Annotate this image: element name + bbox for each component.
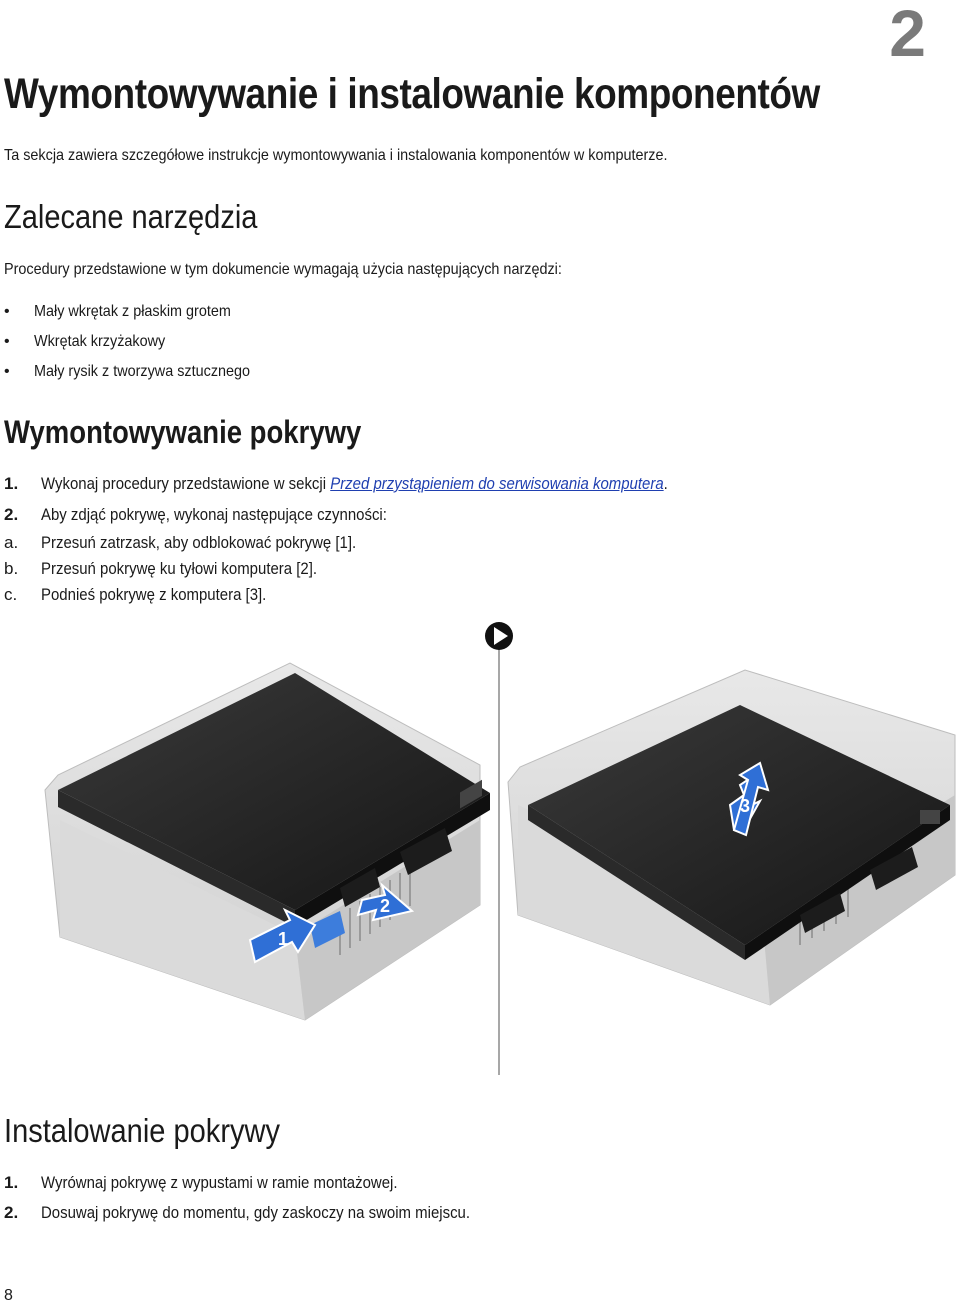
substep-letter: a.: [4, 533, 19, 552]
section-heading-tools: Zalecane narzędzia: [4, 198, 258, 235]
step-text: Aby zdjąć pokrywę, wykonaj następujące czynności:: [41, 505, 387, 524]
bullet-icon: •: [4, 363, 10, 380]
list-item-text: Wkrętak krzyżakowy: [34, 333, 166, 350]
step-text: Dosuwaj pokrywę do momentu, gdy zaskoczy na swoim miejscu.: [41, 1203, 471, 1222]
intro-paragraph: Ta sekcja zawiera szczegółowe instrukcje wymontowywania i instalowania komponentów w komputerze.: [4, 147, 668, 164]
list-item-text: Mały rysik z tworzywa sztucznego: [34, 363, 251, 380]
callout-label-2: 2: [380, 896, 391, 916]
step-text-lead: Wykonaj procedury przedstawione w sekcji: [41, 474, 331, 493]
step-text: Wyrównaj pokrywę z wypustami w ramie montażowej.: [41, 1173, 398, 1192]
substep-letter: c.: [4, 585, 18, 604]
chassis-view-left: [45, 663, 490, 1020]
section-heading-install-cover: Instalowanie pokrywy: [4, 1112, 281, 1149]
step-text-end: .: [663, 474, 668, 493]
step-text: [41, 474, 668, 494]
step-number: 1.: [4, 474, 19, 493]
step-number: 2.: [4, 505, 19, 524]
substep-text: Podnieś pokrywę z komputera [3].: [41, 585, 267, 604]
substep-text: Przesuń pokrywę ku tyłowi komputera [2].: [41, 559, 318, 578]
page-title: Wymontowywanie i instalowanie komponentów: [4, 70, 820, 118]
link-before-servicing[interactable]: Przed przystąpieniem do serwisowania komputera: [330, 474, 664, 493]
page-number: 8: [4, 1287, 13, 1304]
step-number: 2.: [4, 1203, 19, 1222]
cover-removal-illustration: [40, 615, 960, 1085]
section-heading-remove-cover: Wymontowywanie pokrywy: [4, 414, 362, 450]
bullet-icon: •: [4, 333, 10, 350]
tools-intro: Procedury przedstawione w tym dokumencie wymagają użycia następujących narzędzi:: [4, 261, 562, 278]
substep-text: Przesuń zatrzask, aby odblokować pokrywę [1].: [41, 533, 357, 552]
callout-label-3: 3: [740, 796, 751, 816]
chapter-number: 2: [889, 0, 926, 70]
list-item-text: Mały wkrętak z płaskim grotem: [34, 303, 231, 320]
chassis-view-right: [508, 670, 955, 1005]
substep-letter: b.: [4, 559, 19, 578]
bullet-icon: •: [4, 303, 10, 320]
callout-label-1: 1: [278, 929, 289, 949]
step-number: 1.: [4, 1173, 19, 1192]
play-circle-icon: [485, 622, 513, 650]
